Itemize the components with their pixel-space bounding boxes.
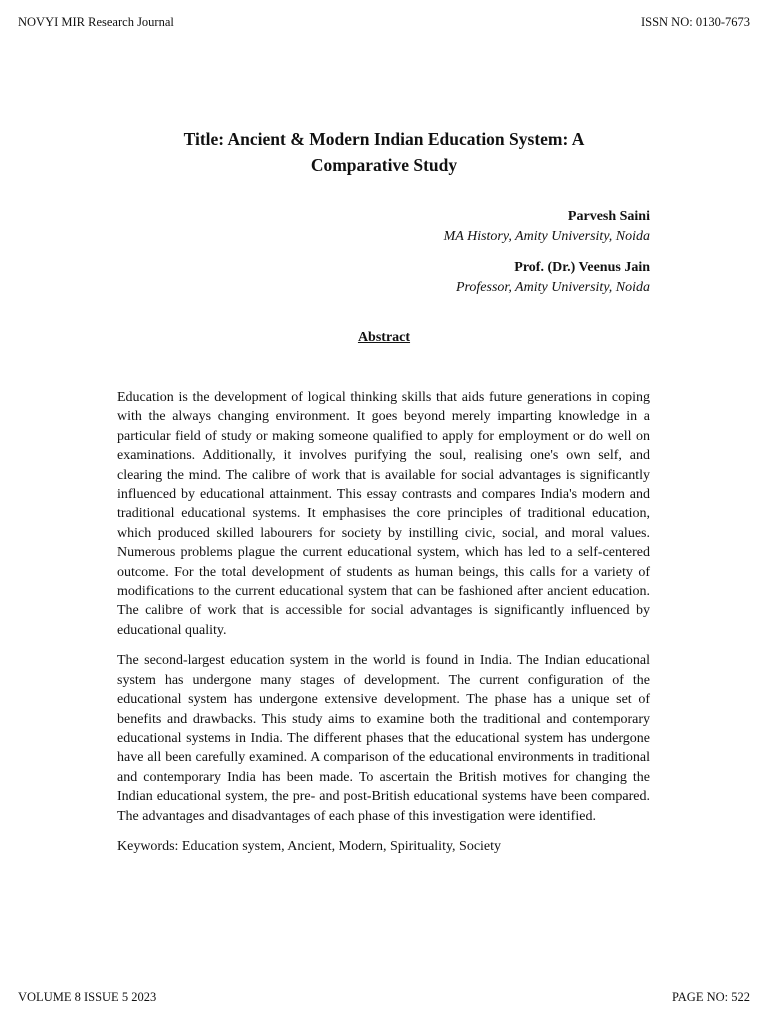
author-affiliation: MA History, Amity University, Noida xyxy=(443,228,650,244)
author-list xyxy=(230,207,650,297)
issn-number: ISSN NO: 0130-7673 xyxy=(640,15,750,29)
keywords-line: Keywords: Education system, Ancient, Modern, Spirituality, Society xyxy=(117,838,502,854)
author-entry xyxy=(230,258,650,297)
page-number: PAGE NO: 522 xyxy=(671,990,750,1004)
author-name: Prof. (Dr.) Veenus Jain xyxy=(514,260,650,275)
paper-title: Title: Ancient & Modern Indian Education System: A Comparative Study xyxy=(183,129,585,175)
abstract-heading: Abstract xyxy=(357,330,411,345)
abstract-heading-row xyxy=(0,329,768,347)
abstract-paragraph: Education is the development of logical thinking skills that aids future generations in coping with the always changing environment. It goes beyond merely imparting knowledge in a particular field of study or making someone qualified to apply for employment or do well on examinations. Additionally, it involves purifying the soul, realising one's own self, and clearing the mind. The calibre of work that is available for social advantages is significantly influenced by educational attainment. This essay contrasts and compares India's modern and traditional educational systems. It emphasises the core principles of traditional education, which produced skilled labourers for society by instilling civic, social, and moral values. Numerous problems plague the current educational system, which has led to a self-centered outcome. For the total development of students as human beings, this calls for a variety of modifications to the current educational system that can be fashioned after ancient education. The calibre of work that is accessible for social advantages is significantly influenced by educational quality. xyxy=(117,390,650,638)
journal-name: NOVYI MIR Research Journal xyxy=(18,15,174,29)
author-entry xyxy=(230,207,650,246)
abstract-paragraph: The second-largest education system in the world is found in India. The Indian educational system has undergone many stages of development. The current configuration of the educational system has undergone extensive development. The phase has a unique set of benefits and drawbacks. This study aims to examine both the traditional and contemporary educational systems in India. The different phases that the educational system has undergone have all been carefully examined. A comparison of the educational environments in traditional and contemporary India has been made. To ascertain the British motives for changing the Indian educational system, the pre- and post-British educational systems have been compared. The advantages and disadvantages of each phase of this investigation were identified. xyxy=(117,653,650,824)
abstract-body xyxy=(117,388,650,867)
author-name: Parvesh Saini xyxy=(567,209,650,224)
author-affiliation: Professor, Amity University, Noida xyxy=(455,279,650,295)
volume-issue: VOLUME 8 ISSUE 5 2023 xyxy=(18,990,157,1004)
